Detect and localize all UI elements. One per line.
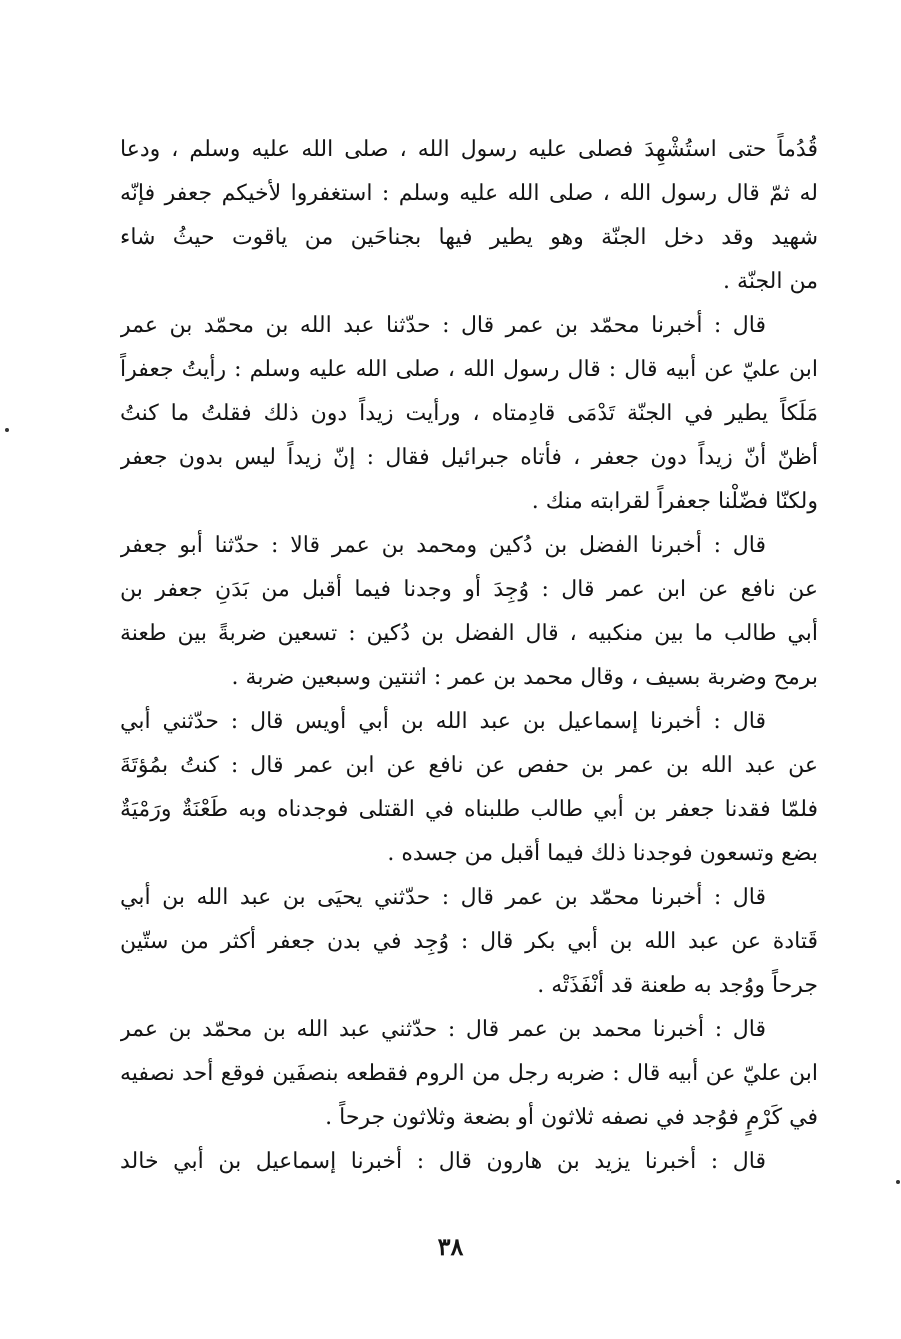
- text-line: قال : أخبرنا الفضل بن دُكين ومحمد بن عمر قالا : حدّثنا أبو جعفر: [120, 533, 766, 558]
- text-line: أظنّ أنّ زيداً دون جعفر ، فأتاه جبرائيل فقال : إنّ زيداً ليس بدون جعفر: [120, 445, 818, 470]
- text-line: قَتادة عن عبد الله بن أبي بكر قال : وُجِد في بدن جعفر أكثر من ستّين: [120, 929, 818, 954]
- text-line: قال : أخبرنا محمّد بن عمر قال : حدّثنا عبد الله بن محمّد بن عمر: [120, 313, 766, 338]
- text-line: قال : أخبرنا محمّد بن عمر قال : حدّثني يحيَى بن عبد الله بن أبي: [120, 885, 766, 910]
- text-line: له ثمّ قال رسول الله ، صلى الله عليه وسلم : استغفروا لأخيكم جعفر فإنّه: [120, 181, 818, 206]
- text-line: ابن عليّ عن أبيه قال : قال رسول الله ، صلى الله عليه وسلم : رأيتُ جعفراً: [120, 357, 818, 382]
- text-line: قال : أخبرنا يزيد بن هارون قال : أخبرنا إسماعيل بن أبي خالد: [120, 1149, 766, 1174]
- text-line: بضع وتسعون فوجدنا ذلك فيما أقبل من جسده .: [387, 841, 818, 866]
- text-line: قال : أخبرنا محمد بن عمر قال : حدّثني عبد الله بن محمّد بن عمر: [120, 1017, 766, 1042]
- text-line: شهيد وقد دخل الجنّة وهو يطير فيها بجناحَين من ياقوت حيثُ شاء: [120, 225, 818, 250]
- body-text: [120, 128, 818, 1184]
- text-line: مَلَكاً يطير في الجنّة تَدْمَى قادِمتاه ، ورأيت زيداً دون ذلك فقلتُ ما كنتُ: [120, 401, 818, 426]
- text-line: فلمّا فقدنا جعفر بن أبي طالب طلبناه في القتلى فوجدناه وبه طَعْنَةٌ ورَمْيَةٌ: [120, 797, 818, 822]
- page-number: ٣٨: [437, 1232, 464, 1261]
- text-line: قال : أخبرنا إسماعيل بن عبد الله بن أبي أويس قال : حدّثني أبي: [120, 709, 766, 734]
- text-line: أبي طالب ما بين منكبيه ، قال الفضل بن دُكين : تسعين ضربةً بين طعنة: [120, 621, 818, 646]
- text-line: برمح وضربة بسيف ، وقال محمد بن عمر : اثنتين وسبعين ضربة .: [231, 665, 818, 690]
- text-line: من الجنّة .: [723, 269, 818, 294]
- text-line: في كَرْمٍ فوُجد في نصفه ثلاثون أو بضعة وثلاثون جرحاً .: [325, 1105, 818, 1130]
- text-line: جرحاً ووُجد به طعنة قد أنْفَذَتْه .: [537, 973, 818, 998]
- margin-mark: [896, 1180, 900, 1184]
- text-line: ولكنّا فضّلْنا جعفراً لقرابته منك .: [531, 489, 818, 514]
- text-line: عن نافع عن ابن عمر قال : وُجِدَ أو وجدنا فيما أقبل من بَدَنِ جعفر بن: [120, 577, 818, 602]
- text-line: ابن عليّ عن أبيه قال : ضربه رجل من الروم فقطعه بنصفَين فوقع أحد نصفيه: [120, 1061, 818, 1086]
- margin-mark: [5, 428, 9, 432]
- text-line: قُدُماً حتى استُشْهِدَ فصلى عليه رسول الله ، صلى الله عليه وسلم ، ودعا: [120, 137, 818, 162]
- text-line: عن عبد الله بن عمر بن حفص عن نافع عن ابن عمر قال : كنتُ بمُؤتَةَ: [120, 753, 818, 778]
